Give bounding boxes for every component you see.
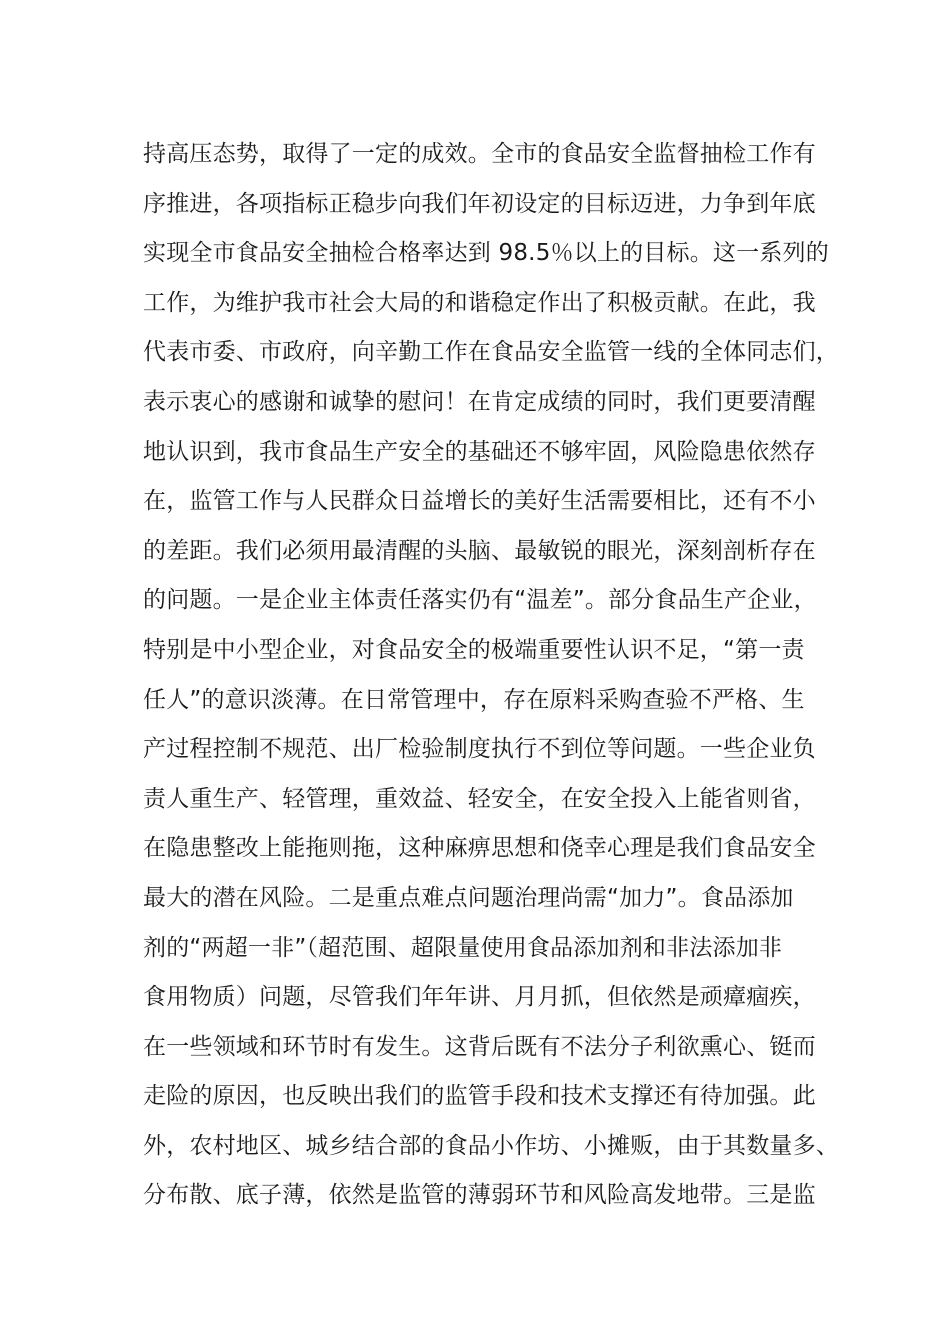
text-line: 特别是中小型企业，对食品安全的极端重要性认识不足，“第一责 [143,636,805,663]
text-line: 在，监管工作与人民群众日益增长的美好生活需要相比，还有不小 [143,488,816,515]
text-line: 任人”的意识淡薄。在日常管理中，存在原料采购查验不严格、生 [143,686,805,713]
text-line: 最大的潜在风险。二是重点难点问题治理尚需“加力”。食品添加 [143,884,794,911]
text-line: 实现全市食品安全抽检合格率达到 98.5％以上的目标。这一系列的 [143,240,829,267]
body-paragraph [143,130,839,1221]
text-line: 外，农村地区、城乡结合部的食品小作坊、小摊贩，由于其数量多、 [143,1132,839,1159]
text-line: 分布散、底子薄，依然是监管的薄弱环节和风险高发地带。三是监 [143,1182,816,1209]
text-line: 地认识到，我市食品生产安全的基础还不够牢固，风险隐患依然存 [143,438,816,465]
text-line: 责人重生产、轻管理，重效益、轻安全，在安全投入上能省则省， [143,785,816,812]
text-line: 走险的原因，也反映出我们的监管手段和技术支撑还有待加强。此 [143,1083,816,1110]
text-line: 代表市委、市政府，向辛勤工作在食品安全监管一线的全体同志们， [143,339,839,366]
text-line: 的问题。一是企业主体责任落实仍有“温差”。部分食品生产企业， [143,587,817,614]
text-line: 剂的“两超一非”（超范围、超限量使用食品添加剂和非法添加非 [143,934,783,961]
text-line: 表示衷心的感谢和诚挚的慰问！在肯定成绩的同时，我们更要清醒 [143,388,816,415]
text-line: 在隐患整改上能拖则拖，这种麻痹思想和侥幸心理是我们食品安全 [143,835,816,862]
text-line: 产过程控制不规范、出厂检验制度执行不到位等问题。一些企业负 [143,736,816,763]
text-line: 食用物质）问题，尽管我们年年讲、月月抓，但依然是顽瘴痼疾， [143,984,816,1011]
text-line: 工作，为维护我市社会大局的和谐稳定作出了积极贡献。在此，我 [143,289,816,316]
text-line: 在一些领域和环节时有发生。这背后既有不法分子利欲熏心、铤而 [143,1033,816,1060]
text-line: 持高压态势，取得了一定的成效。全市的食品安全监督抽检工作有 [143,141,816,167]
text-line: 的差距。我们必须用最清醒的头脑、最敏锐的眼光，深刻剖析存在 [143,537,816,564]
text-line: 序推进，各项指标正稳步向我们年初设定的目标迈进，力争到年底 [143,190,816,217]
